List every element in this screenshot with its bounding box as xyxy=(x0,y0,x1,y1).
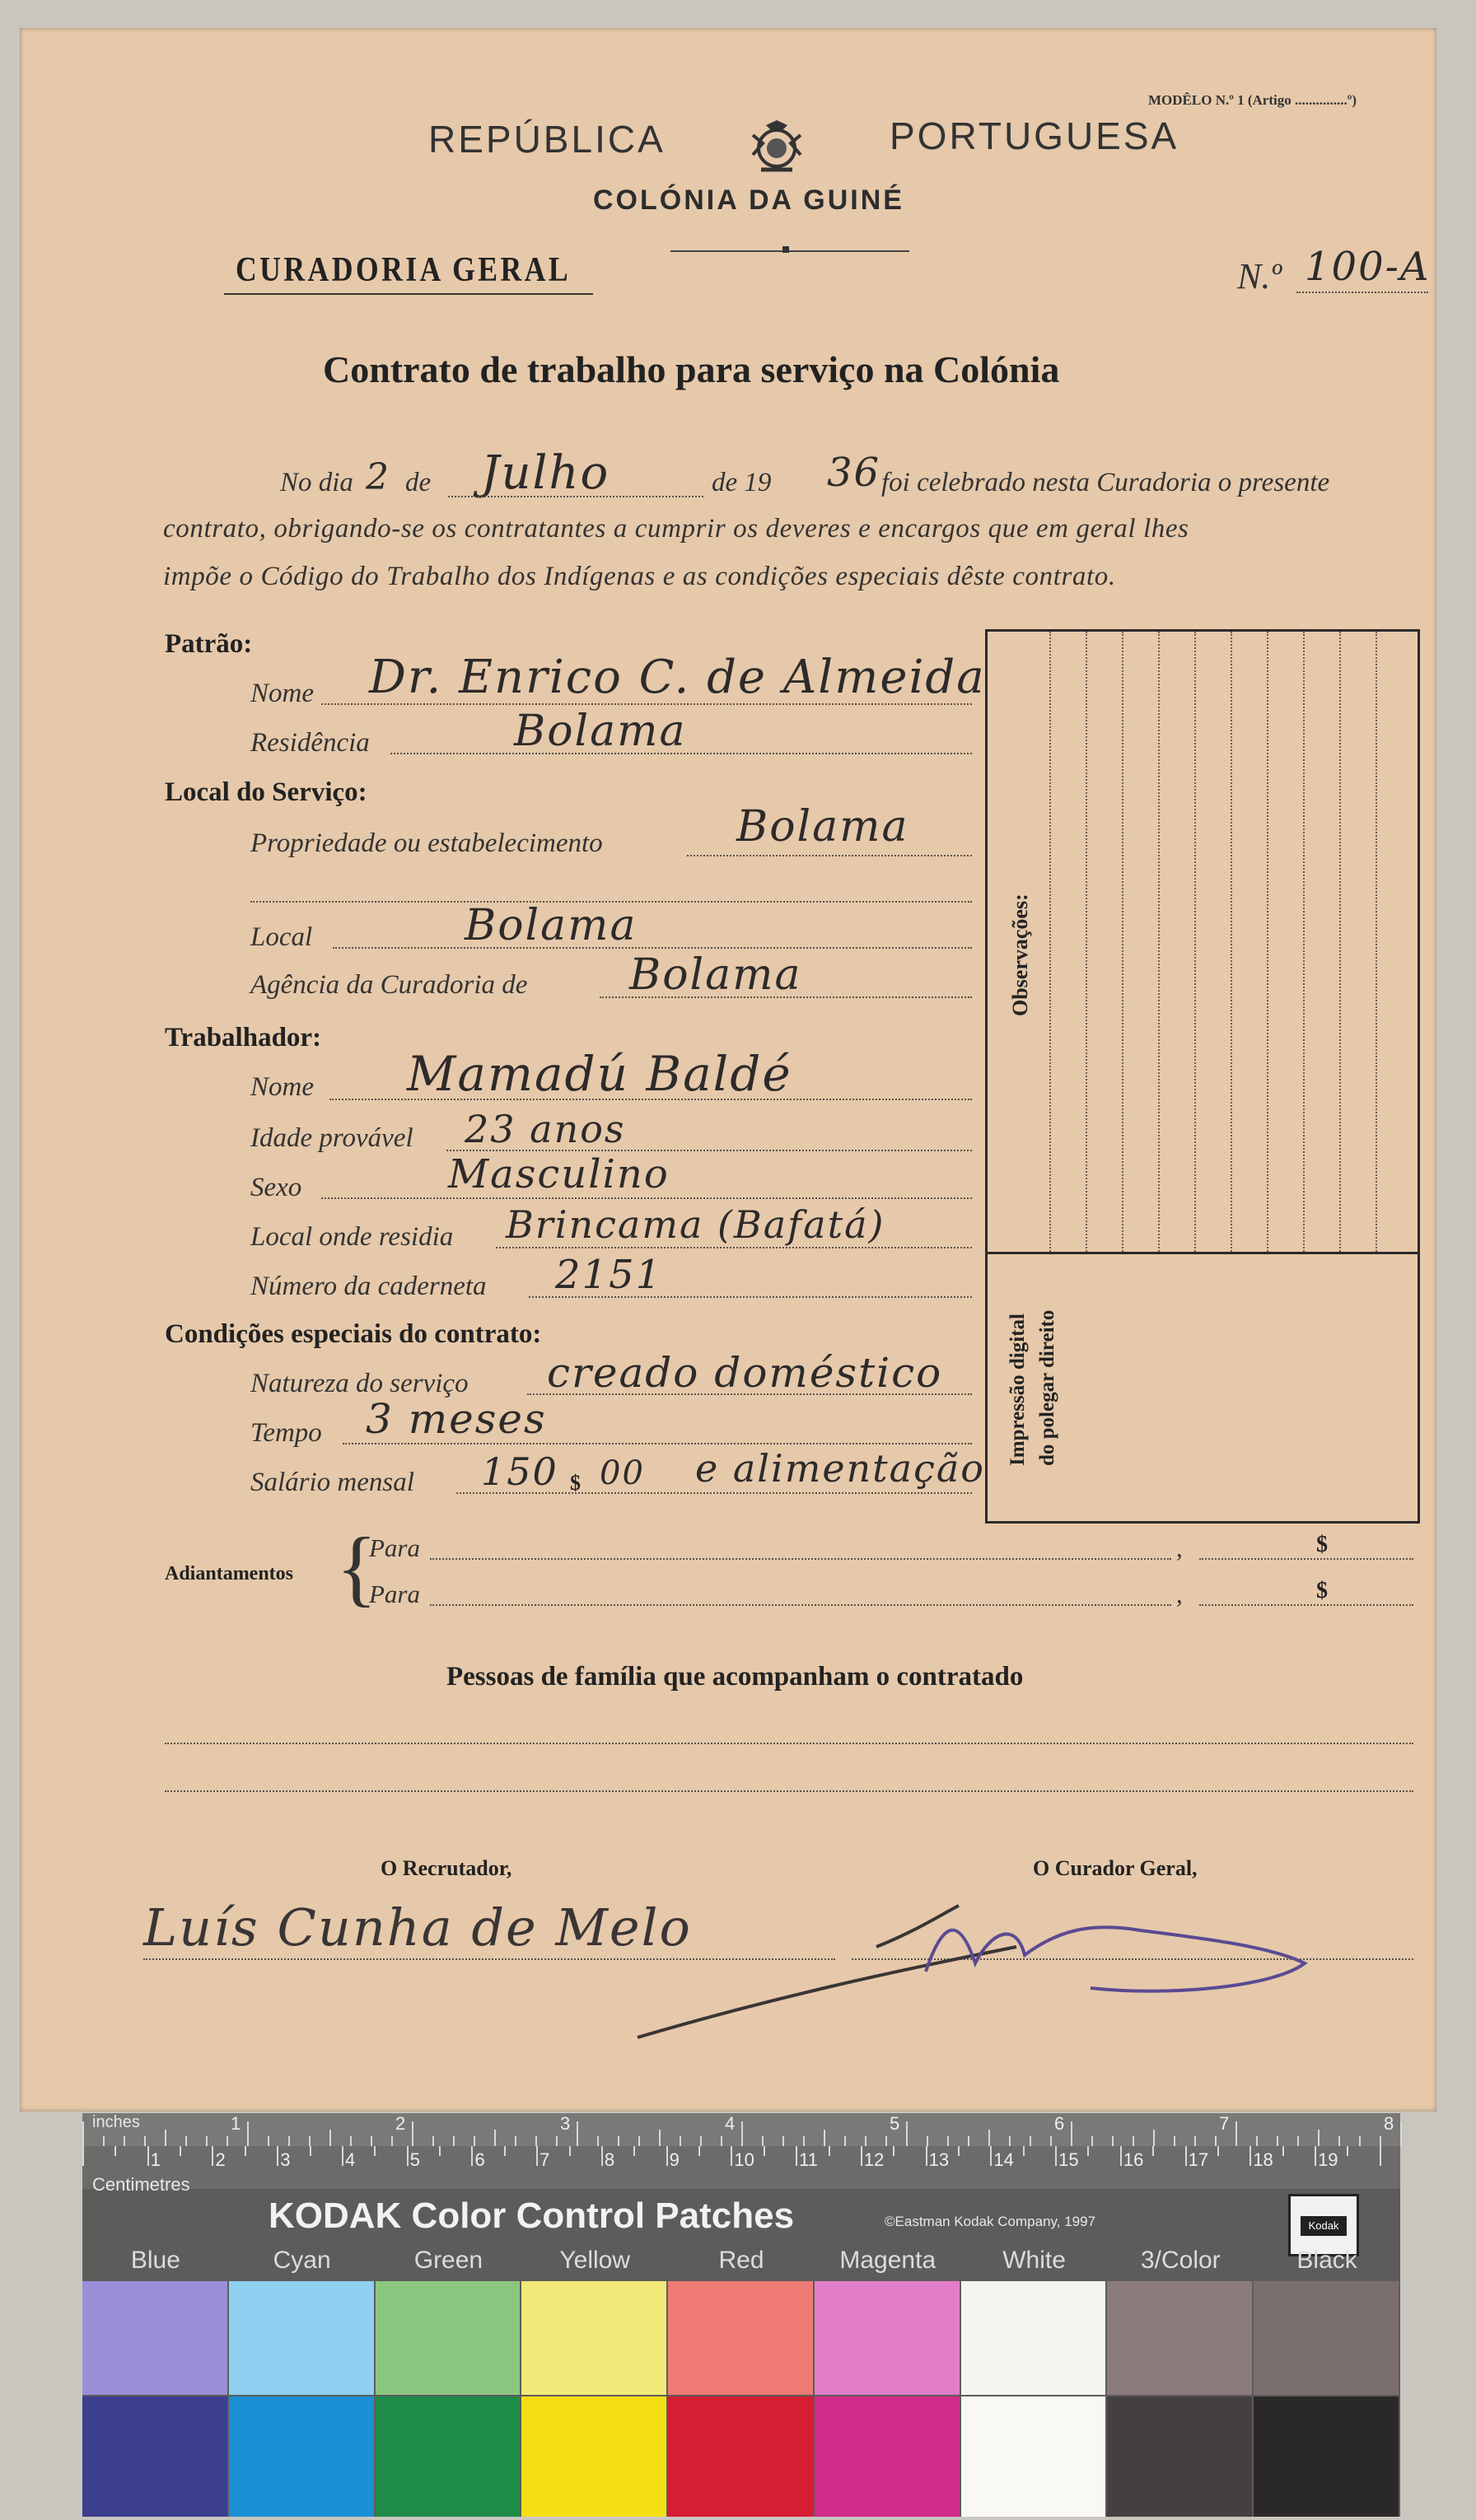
cm-tick xyxy=(1120,2146,1122,2166)
cm-tick xyxy=(212,2146,213,2166)
color-patch-light xyxy=(82,2281,227,2395)
portuguesa-text: PORTUGUESA xyxy=(890,114,1179,157)
impressao-label-1: Impressão digital xyxy=(1007,1314,1029,1466)
color-patch-light xyxy=(521,2281,666,2395)
cm-tick xyxy=(764,2146,765,2156)
observacoes-lines xyxy=(1049,632,1412,1252)
recrutador-label: O Recrutador, xyxy=(381,1856,512,1880)
inch-tick xyxy=(82,2121,84,2146)
color-patch-dark xyxy=(961,2396,1106,2517)
color-patch-light xyxy=(668,2281,813,2395)
cm-tick xyxy=(374,2146,376,2156)
agencia-dots xyxy=(600,996,972,998)
inch-number: 2 xyxy=(395,2113,406,2134)
colonia-text: COLÓNIA DA GUINÉ xyxy=(593,184,904,216)
adiantamento-amount-dots-2 xyxy=(1199,1604,1413,1606)
residia-value: Brincama (Bafatá) xyxy=(506,1202,885,1247)
inch-tick xyxy=(1050,2136,1052,2146)
cm-tick xyxy=(407,2146,409,2166)
inch-tick xyxy=(988,2130,990,2146)
patrao-nome-label: Nome xyxy=(250,679,314,708)
observacoes-separator xyxy=(985,1252,1418,1254)
intro-mes-value: Julho xyxy=(481,446,610,500)
observacoes-rule xyxy=(1194,632,1196,1252)
inch-tick xyxy=(206,2136,208,2146)
trabalhador-nome-value: Mamadú Baldé xyxy=(407,1046,792,1102)
inch-number: 7 xyxy=(1219,2113,1230,2134)
inch-tick xyxy=(1256,2136,1258,2146)
familia-line-2 xyxy=(165,1790,1413,1792)
cm-tick xyxy=(1249,2146,1251,2166)
cm-tick xyxy=(114,2146,116,2156)
residia-label: Local onde residia xyxy=(250,1222,454,1252)
inch-tick xyxy=(865,2136,866,2146)
salario-value: 150 xyxy=(481,1449,558,1494)
inch-tick xyxy=(144,2136,146,2146)
cm-number: 8 xyxy=(604,2149,615,2170)
trabalhador-nome-dots xyxy=(329,1099,972,1100)
inch-tick xyxy=(1277,2136,1278,2146)
inch-tick xyxy=(371,2136,372,2146)
cm-tick xyxy=(277,2146,278,2166)
adiantamento-para-2: Para xyxy=(369,1580,420,1608)
observacoes-rule xyxy=(1267,632,1268,1252)
intro-de: de xyxy=(405,468,432,497)
inch-tick xyxy=(1071,2121,1072,2146)
color-patch-dark xyxy=(1107,2396,1252,2517)
centimetres-label: Centimetres xyxy=(92,2174,190,2195)
inch-tick xyxy=(227,2136,228,2146)
inch-tick xyxy=(494,2130,496,2146)
natureza-label: Natureza do serviço xyxy=(250,1369,469,1398)
cm-tick xyxy=(958,2146,960,2156)
sexo-label: Sexo xyxy=(250,1173,302,1202)
color-patch-light xyxy=(229,2281,374,2395)
inch-tick xyxy=(165,2130,166,2146)
inch-tick xyxy=(1174,2136,1175,2146)
inch-tick xyxy=(1112,2136,1114,2146)
inch-tick xyxy=(1091,2136,1093,2146)
local-label: Local xyxy=(250,922,313,952)
adiantamento-dots-1 xyxy=(430,1558,1171,1560)
salario-cents: 00 xyxy=(600,1454,645,1492)
curadoria-underline xyxy=(224,293,593,295)
agencia-value: Bolama xyxy=(629,950,802,1000)
inch-tick xyxy=(824,2130,825,2146)
caderneta-dots xyxy=(529,1296,972,1298)
modelo-text: MODÊLO N.º 1 (Artigo ...............º) xyxy=(1148,92,1357,108)
inch-ruler xyxy=(82,2113,1400,2146)
color-patch-dark xyxy=(376,2396,521,2517)
inch-tick xyxy=(1380,2136,1381,2146)
adiantamento-para-1: Para xyxy=(369,1533,420,1562)
color-patch-light xyxy=(961,2281,1106,2395)
cm-number: 5 xyxy=(409,2149,420,2170)
cm-number: 1 xyxy=(150,2149,161,2170)
familia-line-1 xyxy=(165,1743,1413,1744)
intro-dia-value: 2 xyxy=(366,456,390,498)
local-servico-heading: Local do Serviço: xyxy=(165,777,367,807)
inch-tick xyxy=(741,2121,743,2146)
page-title: Contrato de trabalho para serviço na Colónia xyxy=(323,348,1060,390)
header-divider xyxy=(670,250,909,252)
cm-tick xyxy=(1315,2146,1316,2166)
republica-text: REPÚBLICA xyxy=(428,118,666,161)
patrao-residencia-dots xyxy=(390,753,972,754)
inch-tick xyxy=(1318,2130,1320,2146)
cm-number: 14 xyxy=(993,2149,1014,2170)
sexo-value: Masculino xyxy=(448,1151,670,1197)
observacoes-rule xyxy=(1049,632,1051,1252)
condicoes-heading: Condições especiais do contrato: xyxy=(165,1319,542,1349)
kodak-logo-text: Kodak xyxy=(1301,2216,1347,2236)
cm-tick xyxy=(731,2146,732,2166)
intro-ano-value: 36 xyxy=(827,450,881,496)
patch-label: White xyxy=(1002,2247,1066,2274)
agencia-label: Agência da Curadoria de xyxy=(250,970,528,1000)
cm-tick xyxy=(1152,2146,1154,2156)
natureza-dots xyxy=(527,1393,972,1395)
intro-mes-dots xyxy=(448,496,703,497)
tempo-label: Tempo xyxy=(250,1418,322,1448)
color-patch-dark xyxy=(229,2396,374,2517)
inch-tick xyxy=(474,2136,475,2146)
intro-line3: impõe o Código do Trabalho dos Indígenas e as condições especiais dêste contrato. xyxy=(163,562,1116,591)
adiantamento-comma-1: , xyxy=(1176,1533,1183,1562)
kodak-strip xyxy=(82,2113,1400,2517)
caderneta-label: Número da caderneta xyxy=(250,1272,487,1301)
inch-tick xyxy=(659,2130,661,2146)
inch-tick xyxy=(1359,2136,1361,2146)
patch-label: Cyan xyxy=(273,2247,331,2274)
inch-tick xyxy=(618,2136,619,2146)
trabalhador-nome-label: Nome xyxy=(250,1072,314,1102)
cm-tick xyxy=(601,2146,603,2166)
cm-tick xyxy=(1055,2146,1057,2166)
observacoes-rule xyxy=(1376,632,1377,1252)
adiantamento-dots-2 xyxy=(430,1604,1171,1606)
inch-tick xyxy=(247,2121,249,2146)
inch-tick xyxy=(1400,2121,1402,2146)
inch-tick xyxy=(1194,2136,1196,2146)
inch-tick xyxy=(1215,2136,1217,2146)
inch-tick xyxy=(1235,2121,1237,2146)
adiantamento-currency-2: $ xyxy=(1316,1578,1328,1603)
cm-ruler xyxy=(82,2146,1400,2189)
curador-signature-icon xyxy=(629,1897,1329,2062)
cm-tick xyxy=(342,2146,343,2166)
coat-of-arms-icon xyxy=(750,119,804,178)
cm-number: 9 xyxy=(669,2149,680,2170)
adiantamentos-brace: { xyxy=(336,1520,377,1615)
inch-number: 4 xyxy=(725,2113,736,2134)
cm-number: 18 xyxy=(1253,2149,1273,2170)
observacoes-rule xyxy=(1231,632,1232,1252)
color-patch-light xyxy=(1107,2281,1252,2395)
patch-label: Red xyxy=(718,2247,764,2274)
color-patch-dark xyxy=(82,2396,227,2517)
patrao-heading: Patrão: xyxy=(165,629,253,659)
inch-tick xyxy=(968,2136,969,2146)
observacoes-rule xyxy=(1158,632,1160,1252)
cm-tick xyxy=(796,2146,797,2166)
local-value: Bolama xyxy=(465,901,638,950)
color-patch-dark xyxy=(1254,2396,1399,2517)
inch-tick xyxy=(515,2136,516,2146)
inch-tick xyxy=(927,2136,928,2146)
inch-number: 3 xyxy=(560,2113,571,2134)
cm-tick xyxy=(180,2146,181,2156)
cm-tick xyxy=(1023,2146,1025,2156)
inch-tick xyxy=(577,2121,578,2146)
recrutador-signature: Luís Cunha de Melo xyxy=(143,1897,692,1958)
inch-tick xyxy=(185,2136,187,2146)
color-patch-light xyxy=(815,2281,960,2395)
cm-tick xyxy=(633,2146,635,2156)
patch-label: Blue xyxy=(130,2247,180,2274)
adiantamento-amount-dots-1 xyxy=(1199,1558,1413,1560)
numero-prefix: N.º xyxy=(1237,256,1282,296)
color-patch-light xyxy=(376,2281,521,2395)
adiantamento-currency-1: $ xyxy=(1316,1532,1328,1557)
inch-tick xyxy=(947,2136,949,2146)
inch-number: 5 xyxy=(890,2113,900,2134)
cm-tick xyxy=(504,2146,506,2156)
inch-tick xyxy=(700,2136,702,2146)
cm-number: 16 xyxy=(1123,2149,1144,2170)
adiantamento-comma-2: , xyxy=(1176,1580,1183,1608)
cm-tick xyxy=(82,2146,84,2166)
cm-number: 12 xyxy=(863,2149,885,2170)
cm-number: 6 xyxy=(474,2149,485,2170)
inch-tick xyxy=(1153,2130,1155,2146)
inch-tick xyxy=(350,2136,352,2146)
inch-tick xyxy=(680,2136,681,2146)
inch-tick xyxy=(803,2136,805,2146)
inch-tick xyxy=(638,2136,640,2146)
sexo-dots xyxy=(321,1197,972,1199)
salario-currency: $ xyxy=(570,1471,581,1495)
caderneta-value: 2151 xyxy=(555,1252,663,1298)
propriedade-value: Bolama xyxy=(736,802,909,852)
patrao-nome-dots xyxy=(321,703,972,705)
inch-number: 1 xyxy=(231,2113,241,2134)
cm-number: 2 xyxy=(215,2149,226,2170)
cm-tick xyxy=(829,2146,830,2156)
inches-label: inches xyxy=(92,2113,140,2131)
adiantamentos-label: Adiantamentos xyxy=(165,1563,294,1584)
cm-tick xyxy=(471,2146,473,2166)
cm-tick xyxy=(569,2146,571,2156)
observacoes-rule xyxy=(1086,632,1087,1252)
local-dots xyxy=(333,947,972,949)
cm-tick xyxy=(1380,2146,1381,2166)
patch-label: Magenta xyxy=(839,2247,937,2274)
cm-number: 13 xyxy=(928,2149,950,2170)
cm-tick xyxy=(893,2146,894,2156)
inch-tick xyxy=(1030,2136,1031,2146)
inch-tick xyxy=(124,2136,125,2146)
cm-tick xyxy=(245,2146,246,2156)
intro-de19: de 19 xyxy=(712,468,772,497)
inch-tick xyxy=(309,2136,311,2146)
cm-number: 19 xyxy=(1318,2149,1338,2170)
inch-tick xyxy=(103,2136,105,2146)
inch-tick xyxy=(412,2121,413,2146)
pessoas-familia-heading: Pessoas de família que acompanham o contratado xyxy=(446,1662,1024,1692)
cm-number: 4 xyxy=(344,2149,356,2170)
idade-label: Idade provável xyxy=(250,1123,413,1153)
intro-no-dia: No dia xyxy=(280,468,353,497)
cm-number: 3 xyxy=(280,2149,291,2170)
propriedade-label: Propriedade ou estabelecimento xyxy=(250,828,603,858)
cm-tick xyxy=(1282,2146,1284,2156)
inch-tick xyxy=(329,2130,331,2146)
inch-tick xyxy=(782,2136,784,2146)
color-patch-dark xyxy=(815,2396,960,2517)
inch-tick xyxy=(1009,2136,1011,2146)
intro-line2: contrato, obrigando-se os contratantes a cumprir os deveres e encargos que em geral lhes xyxy=(163,514,1189,544)
inch-tick xyxy=(288,2136,290,2146)
color-patches xyxy=(82,2281,1400,2517)
color-patch-light xyxy=(1254,2281,1399,2395)
inch-tick xyxy=(721,2136,722,2146)
cm-tick xyxy=(439,2146,441,2156)
patrao-residencia-label: Residência xyxy=(250,728,370,758)
observacoes-rule xyxy=(1303,632,1305,1252)
residia-dots xyxy=(496,1247,972,1248)
cm-tick xyxy=(666,2146,668,2166)
cm-tick xyxy=(1217,2146,1219,2156)
cm-tick xyxy=(310,2146,311,2156)
cm-tick xyxy=(990,2146,992,2166)
kodak-title: KODAK Color Control Patches xyxy=(269,2196,795,2236)
cm-tick xyxy=(1185,2146,1187,2166)
curadoria-heading: CURADORIA GERAL xyxy=(236,251,572,289)
inch-tick xyxy=(597,2136,599,2146)
patch-label: Green xyxy=(413,2247,483,2274)
contract-form xyxy=(20,28,1436,2112)
patch-label: Yellow xyxy=(559,2247,631,2274)
inch-number: 6 xyxy=(1054,2113,1065,2134)
inch-tick xyxy=(1338,2136,1340,2146)
cm-tick xyxy=(926,2146,927,2166)
inch-tick xyxy=(391,2136,393,2146)
cm-tick xyxy=(861,2146,862,2166)
inch-tick xyxy=(885,2136,887,2146)
patch-labels xyxy=(82,2243,1400,2276)
cm-number: 17 xyxy=(1188,2149,1209,2170)
idade-value: 23 anos xyxy=(465,1107,626,1151)
cm-number: 10 xyxy=(734,2149,754,2170)
cm-tick xyxy=(1087,2146,1089,2156)
kodak-copyright: ©Eastman Kodak Company, 1997 xyxy=(885,2214,1096,2229)
curador-label: O Curador Geral, xyxy=(1033,1856,1198,1880)
inch-tick xyxy=(556,2136,558,2146)
observacoes-rule xyxy=(1122,632,1123,1252)
numero-value: 100-A xyxy=(1305,244,1431,290)
trabalhador-heading: Trabalhador: xyxy=(165,1023,322,1052)
salario-dots xyxy=(456,1492,972,1494)
cm-number: 7 xyxy=(539,2149,550,2170)
inch-tick xyxy=(453,2136,455,2146)
inch-number: 8 xyxy=(1384,2113,1394,2134)
inch-tick xyxy=(1297,2136,1299,2146)
numero-dots xyxy=(1296,292,1428,293)
cm-tick xyxy=(147,2146,149,2166)
observacoes-rule xyxy=(1339,632,1341,1252)
cm-tick xyxy=(536,2146,538,2166)
cm-number: 11 xyxy=(799,2149,818,2170)
propriedade-dots xyxy=(687,855,972,856)
cm-tick xyxy=(1347,2146,1348,2156)
intro-line1-end: foi celebrado nesta Curadoria o presente xyxy=(881,468,1330,497)
observacoes-label: Observações: xyxy=(1008,894,1032,1016)
cm-number: 15 xyxy=(1058,2149,1079,2170)
patrao-residencia-value: Bolama xyxy=(514,707,687,756)
tempo-value: 3 meses xyxy=(366,1395,547,1443)
inch-tick xyxy=(1133,2136,1134,2146)
inch-tick xyxy=(844,2136,846,2146)
natureza-value: creado doméstico xyxy=(547,1349,943,1397)
patch-label: 3/Color xyxy=(1140,2247,1221,2274)
inch-tick xyxy=(906,2121,908,2146)
patrao-nome-value: Dr. Enrico C. de Almeida xyxy=(369,651,986,704)
divider-dot xyxy=(782,246,789,253)
inch-tick xyxy=(535,2136,537,2146)
impressao-label-2: do polegar direito xyxy=(1036,1309,1058,1466)
inch-tick xyxy=(762,2136,764,2146)
cm-tick xyxy=(698,2146,700,2156)
tempo-dots xyxy=(343,1443,972,1444)
color-patch-dark xyxy=(668,2396,813,2517)
patch-label: Black xyxy=(1296,2247,1357,2274)
inch-tick xyxy=(268,2136,269,2146)
inch-tick xyxy=(432,2136,434,2146)
salario-extra: e alimentação xyxy=(695,1446,985,1491)
color-patch-dark xyxy=(521,2396,666,2517)
salario-label: Salário mensal xyxy=(250,1468,414,1497)
